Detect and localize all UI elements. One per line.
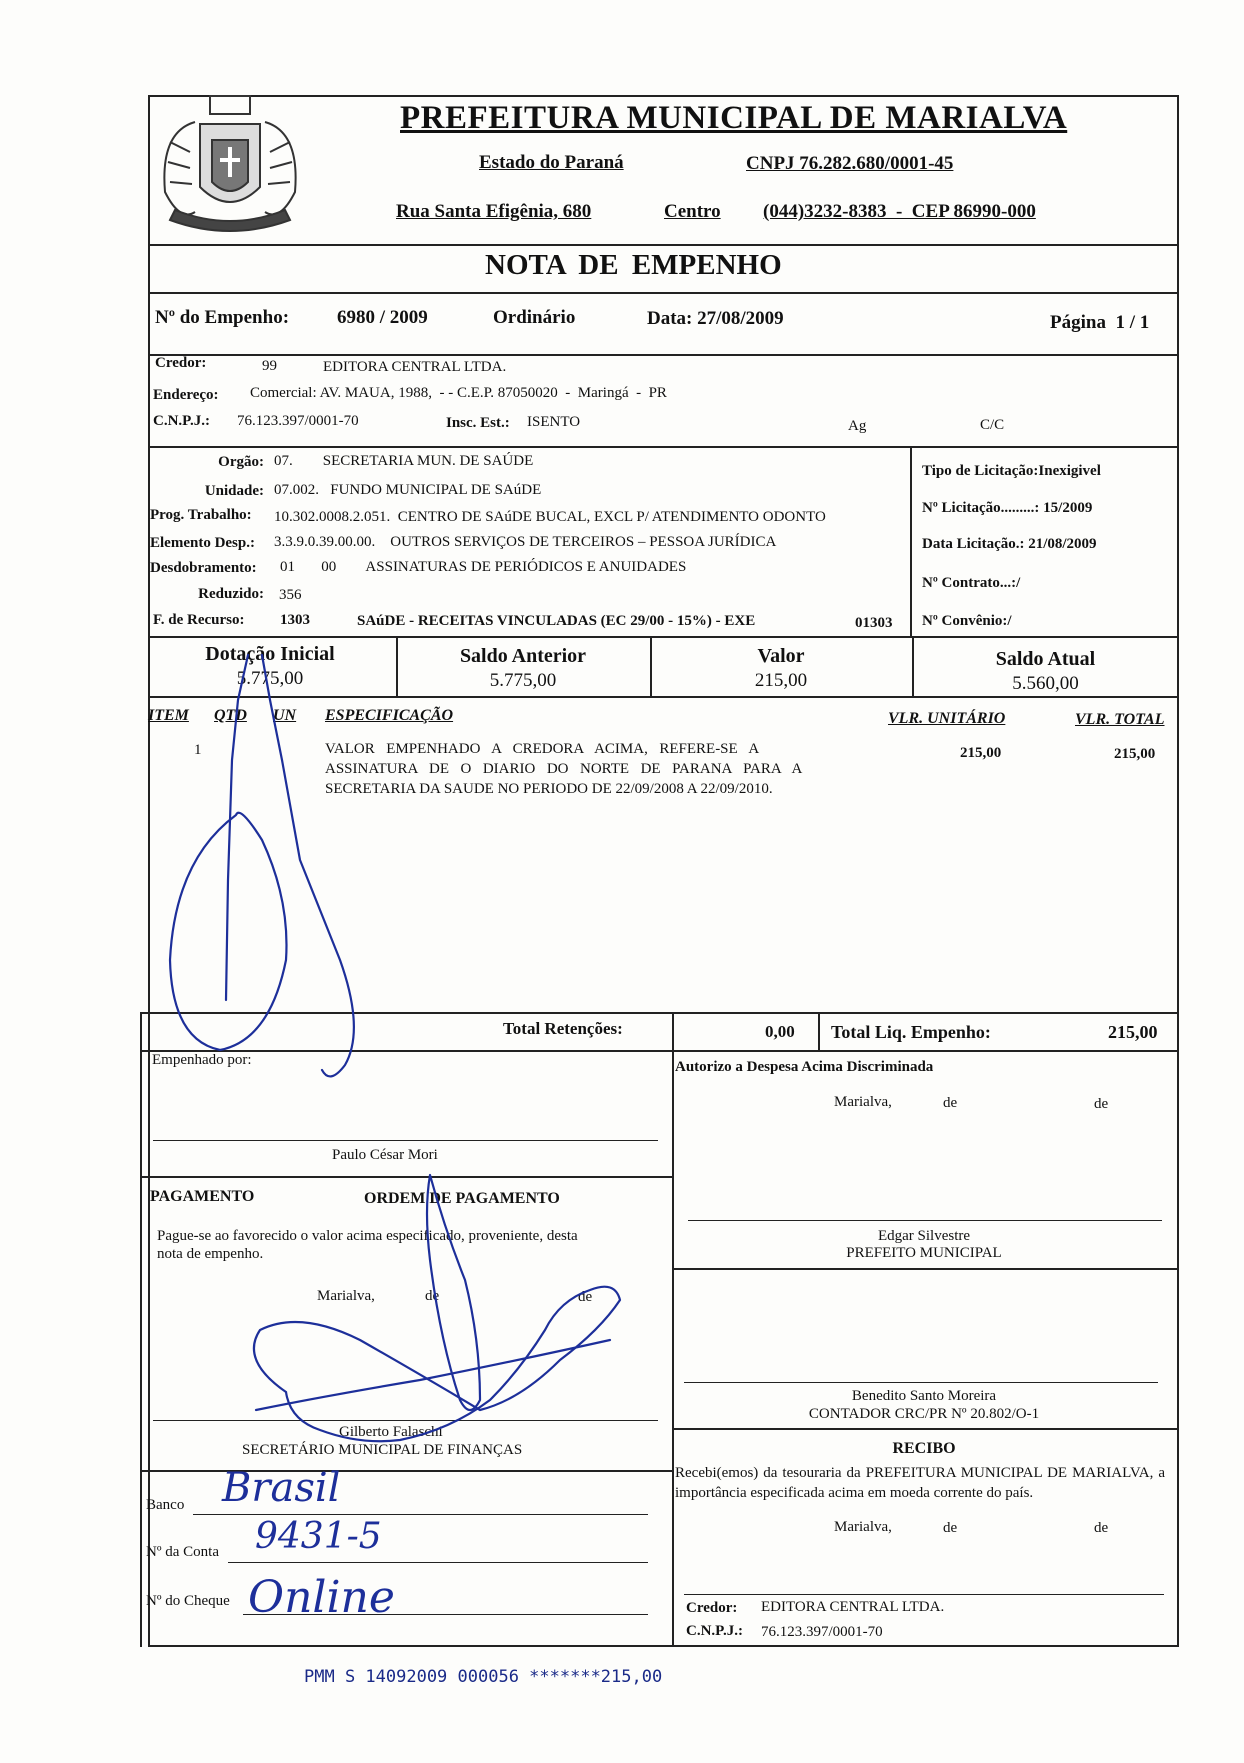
retencoes-value: 0,00 — [765, 1022, 795, 1041]
handwritten-banco: Brasil — [222, 1465, 341, 1511]
col-un: UN — [273, 707, 297, 724]
fonte-code: 1303 — [280, 612, 310, 628]
recibo-credor-label: Credor: — [686, 1600, 738, 1616]
pagamento-label: PAGAMENTO — [150, 1188, 255, 1205]
marialva-label: Marialva, — [317, 1288, 375, 1304]
marialva-label: Marialva, — [834, 1519, 892, 1535]
credor-code: 99 — [262, 358, 277, 374]
prefeito-nome: Edgar Silvestre — [877, 1228, 971, 1244]
header-title: PREFEITURA MUNICIPAL DE MARIALVA — [400, 100, 1068, 136]
fonte-desc: SAúDE - RECEITAS VINCULADAS (EC 29/00 - 15%) - EXE — [357, 613, 756, 629]
insc-label: Insc. Est.: — [446, 415, 510, 431]
handwritten-conta: 9431-5 — [255, 1516, 382, 1557]
reduzido-value: 356 — [279, 587, 302, 603]
recibo-cnpj: 76.123.397/0001-70 — [761, 1624, 883, 1640]
contador-cargo: CONTADOR CRC/PR Nº 20.802/O-1 — [808, 1406, 1040, 1422]
handwritten-cheque: Online — [248, 1572, 395, 1623]
licitacao-data: Data Licitação.: 21/08/2009 — [922, 536, 1097, 552]
header-cnpj: CNPJ 76.282.680/0001-45 — [746, 153, 954, 174]
desd-label: Desdobramento: — [150, 560, 257, 576]
fonte-label: F. de Recurso: — [153, 612, 245, 628]
empenhado-por-label: Empenhado por: — [152, 1052, 252, 1068]
item-spec-line: SECRETARIA DA SAUDE NO PERIODO DE 22/09/2008 A 22/09/2010. — [325, 781, 773, 797]
marialva-label: Marialva, — [834, 1094, 892, 1110]
fonte-code2: 01303 — [855, 615, 893, 631]
recibo-text: Recebi(emos) da tesouraria da PREFEITURA MUNICIPAL DE MARIALVA, a importância especificada acima em moeda corrente do país. — [675, 1465, 1165, 1501]
recibo-credor: EDITORA CENTRAL LTDA. — [761, 1599, 945, 1615]
header-phone-cep: (044)3232-8383 - CEP 86990-000 — [763, 201, 1036, 222]
secretario-cargo: SECRETÁRIO MUNICIPAL DE FINANÇAS — [242, 1442, 523, 1458]
de-label: de — [1094, 1520, 1109, 1536]
col-vlr-total: VLR. TOTAL — [1075, 711, 1165, 728]
dotacao-value: 5.775,00 — [236, 668, 304, 689]
convenio-number: Nº Convênio:/ — [922, 613, 1012, 629]
orgao-label: Orgão: — [218, 454, 264, 470]
orgao-value: 07. SECRETARIA MUN. DE SAÚDE — [274, 453, 534, 469]
licitacao-tipo: Tipo de Licitação:Inexigivel — [922, 463, 1101, 479]
saldo-anterior-value: 5.775,00 — [489, 670, 557, 691]
payment-stamp: PMM S 14092009 000056 *******215,00 — [304, 1667, 663, 1687]
contrato-number: Nº Contrato...:/ — [922, 575, 1021, 591]
liq-label: Total Liq. Empenho: — [831, 1022, 991, 1042]
header-state: Estado do Paraná — [479, 152, 624, 173]
saldo-atual-label: Saldo Atual — [995, 648, 1096, 670]
saldo-anterior-label: Saldo Anterior — [459, 645, 587, 667]
dotacao-label: Dotação Inicial — [205, 643, 335, 665]
prog-value: 10.302.0008.2.051. CENTRO DE SAúDE BUCAL, EXCL P/ ATENDIMENTO ODONTO — [274, 509, 826, 525]
empenho-number: 6980 / 2009 — [337, 307, 428, 328]
page-number: Página 1 / 1 — [1050, 312, 1150, 333]
recibo-cnpj-label: C.N.P.J.: — [686, 1623, 743, 1639]
empenho-date: Data: 27/08/2009 — [647, 308, 784, 329]
item-spec-line: VALOR EMPENHADO A CREDORA ACIMA, REFERE-SE A — [325, 741, 760, 757]
header-street: Rua Santa Efigênia, 680 — [396, 201, 592, 222]
cc-label: C/C — [980, 417, 1005, 433]
retencoes-label: Total Retenções: — [503, 1019, 623, 1038]
conta-label: Nº da Conta — [146, 1544, 219, 1560]
reduzido-label: Reduzido: — [198, 586, 264, 602]
empenho-type: Ordinário — [493, 307, 576, 328]
credor-name: EDITORA CENTRAL LTDA. — [323, 359, 507, 375]
cheque-label: Nº do Cheque — [146, 1593, 230, 1609]
credor-insc: ISENTO — [527, 414, 581, 430]
banco-label: Banco — [146, 1497, 185, 1513]
col-especificacao: ESPECIFICAÇÃO — [325, 707, 454, 724]
item-unit-value: 215,00 — [960, 745, 1002, 761]
empenho-label: Nº do Empenho: — [155, 307, 290, 328]
credor-address: Comercial: AV. MAUA, 1988, - - C.E.P. 87050020 - Maringá - PR — [250, 385, 667, 401]
valor-label: Valor — [757, 645, 805, 667]
item-number: 1 — [194, 742, 202, 758]
elem-label: Elemento Desp.: — [150, 535, 255, 551]
header-district: Centro — [664, 201, 721, 222]
item-total-value: 215,00 — [1114, 746, 1156, 762]
prefeito-cargo: PREFEITO MUNICIPAL — [846, 1245, 1002, 1261]
de-label: de — [943, 1095, 958, 1111]
liq-value: 215,00 — [1108, 1022, 1158, 1042]
ordem-pagamento-label: ORDEM DE PAGAMENTO — [364, 1190, 560, 1207]
secretario-nome: Gilberto Falaschi — [339, 1424, 443, 1440]
address-label: Endereço: — [153, 387, 219, 403]
saldo-atual-value: 5.560,00 — [1012, 673, 1079, 694]
prog-label: Prog. Trabalho: — [150, 507, 252, 523]
elem-value: 3.3.9.0.39.00.00. OUTROS SERVIÇOS DE TERCEIROS – PESSOA JURÍDICA — [274, 534, 777, 550]
valor-value: 215,00 — [754, 670, 808, 691]
desd-value: 01 00 ASSINATURAS DE PERIÓDICOS E ANUIDADES — [280, 559, 687, 575]
pague-text: nota de empenho. — [157, 1246, 264, 1262]
licitacao-numero: Nº Licitação.........: 15/2009 — [922, 500, 1093, 516]
ag-label: Ag — [848, 418, 867, 434]
document-title: NOTA DE EMPENHO — [485, 249, 782, 281]
de-label: de — [1094, 1096, 1109, 1112]
credor-label: Credor: — [155, 355, 207, 371]
autorizo-label: Autorizo a Despesa Acima Discriminada — [675, 1059, 934, 1075]
unidade-value: 07.002. FUNDO MUNICIPAL DE SAúDE — [274, 482, 542, 498]
col-item: ITEM — [148, 707, 189, 724]
item-spec-line: ASSINATURA DE O DIARIO DO NORTE DE PARANA PARA A — [325, 761, 803, 777]
col-qtd: QTD — [214, 707, 247, 724]
de-label: de — [943, 1520, 958, 1536]
de-label: de — [578, 1289, 593, 1305]
col-vlr-unitario: VLR. UNITÁRIO — [888, 710, 1006, 727]
cnpj-label: C.N.P.J.: — [153, 413, 210, 429]
recibo-label: RECIBO — [892, 1440, 956, 1457]
empenhado-nome: Paulo César Mori — [332, 1147, 438, 1163]
pague-text: Pague-se ao favorecido o valor acima especificado, proveniente, desta — [157, 1228, 578, 1244]
contador-nome: Benedito Santo Moreira — [851, 1388, 997, 1404]
unidade-label: Unidade: — [204, 483, 264, 499]
de-label: de — [425, 1288, 440, 1304]
credor-cnpj: 76.123.397/0001-70 — [237, 413, 359, 429]
